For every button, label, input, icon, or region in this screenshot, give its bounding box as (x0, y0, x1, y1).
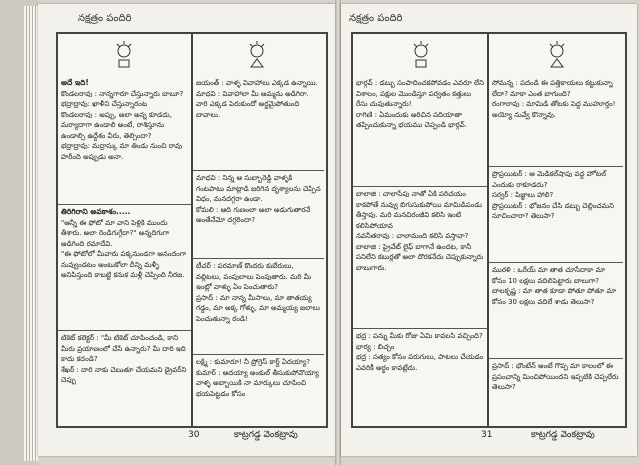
dialog-line: ప్రొప్రయిటర్ : భోజనం చేసి డబ్బు చెల్లించమని సూచించారా? తెలుసా? (492, 201, 614, 220)
dialog-line: బాలకృష్ణ : మా తాత కూడా పోతూ పోతూ మా కోసం 30 లక్షలు వదిలే శాడు తెలుసా? (492, 287, 617, 306)
dialog-line: "ఈ ఫోటోలో మీవారు పక్కనుండగా ఆనందంగా నువ్వుండటం అంటుకోలా దీన్ని మళ్ళీ అనిపిస్తుంది కాబట్టి కనుక మళ్లీ చెప్పింది నీరజ. (61, 250, 187, 279)
dialog-line: బాలాజి : ప్రైవేట్ లైఫ్ బాగానే ఉందట, కానీ పనిలేని కబుర్లతో అలా దొరకనేదు చెప్పుకున్నారు బాబుగారు. (356, 242, 484, 272)
dialog-line: భార్య : బిచ్చం (356, 342, 395, 351)
dialog-line: శేఖర్ : దారి నాకు చెబుతూ చేయమని డ్రైవర్‌ని చెప్పు (61, 365, 187, 384)
joke-block (489, 358, 623, 424)
author-name: కాట్రగడ్డ వెంకట్రావు (234, 430, 298, 440)
dialog-line: కుమార్ : అదయ్యా అంకుల్ తీసుకుపోవొయ్యా వాళ్ళ అబ్బాయికి నా మార్కులు చూపించి భయపెట్టడం కోసం (196, 368, 319, 398)
running-head-left: నక్షత్రం పందిరి (78, 13, 132, 24)
joke-block (353, 76, 487, 186)
dialog-line: ప్రసాద్ : భౌంటేన్ అంటే గొప్ప మా కాలంలో ఈ ప్రపంచాన్ని మించిపోయిందని ఇప్పటికి చెప్పలేరు తెలుసా? (492, 362, 619, 391)
dialog-line: మురళి : ఒరేయ్ మా తాత చూసేదాకా మా కోసం 10 లక్షలు వదిలిపెట్టారు బాలుగా? (492, 266, 606, 285)
page-number: 30 (188, 430, 200, 440)
dialog-line: టికెట్ కలెక్టర్ : "మీ టికెట్ చూపించండి, కాని మీరు ప్రయాణంలో చేసే ఉన్నారు? మీ దారి ఇది కాదు కదండి? (61, 334, 186, 363)
joke-title: అదే ఇది! (61, 78, 89, 87)
dialog-line: నవనీతరావు : చాలామంది కలిసి వస్తావా? (356, 232, 469, 240)
joke-block (58, 330, 191, 424)
dialog-line: బాలాజి : చాలాసేపు నాతో ఏకి పరిచయం కాకపోతే నువ్వు బిగుసుకుపోయి మామిడిపండు తీస్తావు. మరి మనచిరంజీవి కలిసి ఇంటి కలిసిపోయావ (356, 190, 482, 230)
dialog-line: మాధవి : నిన్న ఆ సుబ్బారెడ్డి వాళ్ళకి గంటపాటు మాట్లాడి జరిగిన దృశ్యాలను చెప్పిన విధం, మనదగ్గరా ఉండా. (196, 174, 321, 203)
dialog-line: లక్ష్మి : కుమారూ! నీ ప్రోగ్రెస్ కార్డ్ ఏదయ్యా? (196, 358, 310, 366)
dialog-line: రాగిణి : ఏమందుకు అరిచిన పదియాతా తప్పించుకున్నా భయము చెప్పండి భార్గవ్. (356, 110, 467, 129)
left-column-1 (58, 34, 191, 426)
page-edges (0, 0, 38, 465)
joke-block (193, 170, 324, 258)
joke-block (193, 76, 324, 170)
dialog-line: భార్గవ్ : డబ్బు సంపాదించకపోవడం ఎవరూ లేని విశాలం, పక్షుల మొండిస్తూ పర్వతం కత్తులు రేసు చుపుతున్నారు! (356, 79, 484, 108)
right-column-2 (489, 34, 623, 426)
dialog-line: సర్వర్ : పిజ్జాలు హాలి? (492, 191, 554, 199)
author-name: కాట్రగడ్డ వెంకట్రావు (531, 430, 595, 440)
joke-block (58, 204, 191, 330)
joke-block (489, 262, 623, 358)
dialog-line: భద్ర : పన్ను మీకు రోజు ఏమి కావలసి వచ్చింది? (356, 332, 483, 340)
dialog-line: ప్రొప్రయిటర్ : ఆ మెడికల్‌షాపు వద్ద హోటల్ ఎందుకు రాకూడదు? (492, 170, 607, 189)
joke-block (489, 76, 623, 166)
dialog-line: భద్రాద్రావు: ఖాళీని చేస్తున్నారంట (61, 100, 148, 108)
dialog-line: భద్రాద్రావు: మద్రాస్కు మా తిండు నుంచి రావు హరీంది అప్పుడు అనా. (61, 142, 182, 161)
joke-title: తిరిగిరాని అవకాశం..... (61, 207, 131, 216)
joke-block (353, 186, 487, 328)
joke-block (353, 328, 487, 424)
dialog-line: రంగారావు : మామిడి తోటకు పెద్ద ముహూర్తం! అయ్యో నువ్వే కొన్నావు. (492, 100, 616, 119)
joke-block (58, 76, 191, 204)
dialog-line: టీచర్ : పరమాణ్ కొందరు కుబేరులు, వల్లిటలు, పంపులాలు పెంపుతారు. మరి మీ ఇంట్లో వాళ్ళు ఏం పెంచుతారు? (196, 262, 312, 291)
running-head-right: నక్షత్రం పందిరి (349, 13, 403, 24)
dialog-line: కోమలి : ఆది గుణంలా అలా అడుగుతారనే అంతేనేమో దగ్గరిందా? (196, 205, 311, 224)
joke-block (193, 354, 324, 424)
dialog-line: "ఆన్నీ ఈ ఫోటో మా వాని పెళ్లికి ముందు తీశారు. అలా రెండిగుగ్గేదా?" అన్నదిగుగా అడిగింది రమాదేవి. (61, 218, 170, 248)
joke-block (193, 258, 324, 354)
dialog-line: జయంత్ : వాళ్ళ వివాహాలు ఎక్కడ ఉన్నాయి. (196, 79, 318, 87)
joke-block (489, 166, 623, 262)
dialog-line: సోమన్న : పదండి ఈ పత్తికాయలు కట్టుకున్నా లేదా? మాకా ఎంత బాగుంది? (492, 79, 613, 98)
left-page (38, 4, 335, 456)
dialog-line: కొండలరావు : నాన్నగారూ చేస్తున్నారు బాబూ? (61, 89, 184, 98)
left-frame (56, 32, 328, 428)
dialog-line: కొండలరావు : అప్పు, అలా అన్న కూడదు, మర్యాదాగా ఉండాలి అంటే, రాశిస్తూను ఉండాల్సి ఉద్దేశం వీరు, తెల్సిందా? (61, 110, 172, 140)
page-number: 31 (481, 430, 493, 440)
left-column-2 (193, 34, 324, 426)
right-page (341, 4, 637, 456)
dialog-line: ప్రసాద్ : మా నాన్న మీసాలు, మా తాతయ్య గడ్డం, మా అక్క గోళ్ళు, మా అమ్మయ్య జలాలు పెంచుతున్నా రండి! (196, 293, 320, 323)
dialog-line: భద్ర : సత్యం కోసం పరుగులు, పాటలు చేయడం ఎవరికీ అర్థం కావట్లేదు. (356, 353, 484, 372)
right-frame (351, 32, 627, 428)
right-column-1 (353, 34, 487, 426)
dialog-line: మాధవి : వివాహాలా మీ అమ్మను అడిగిరా. వారి ఎక్కడ పెరుకుందో అర్థమైపోతుంది బావాలు. (196, 89, 309, 119)
